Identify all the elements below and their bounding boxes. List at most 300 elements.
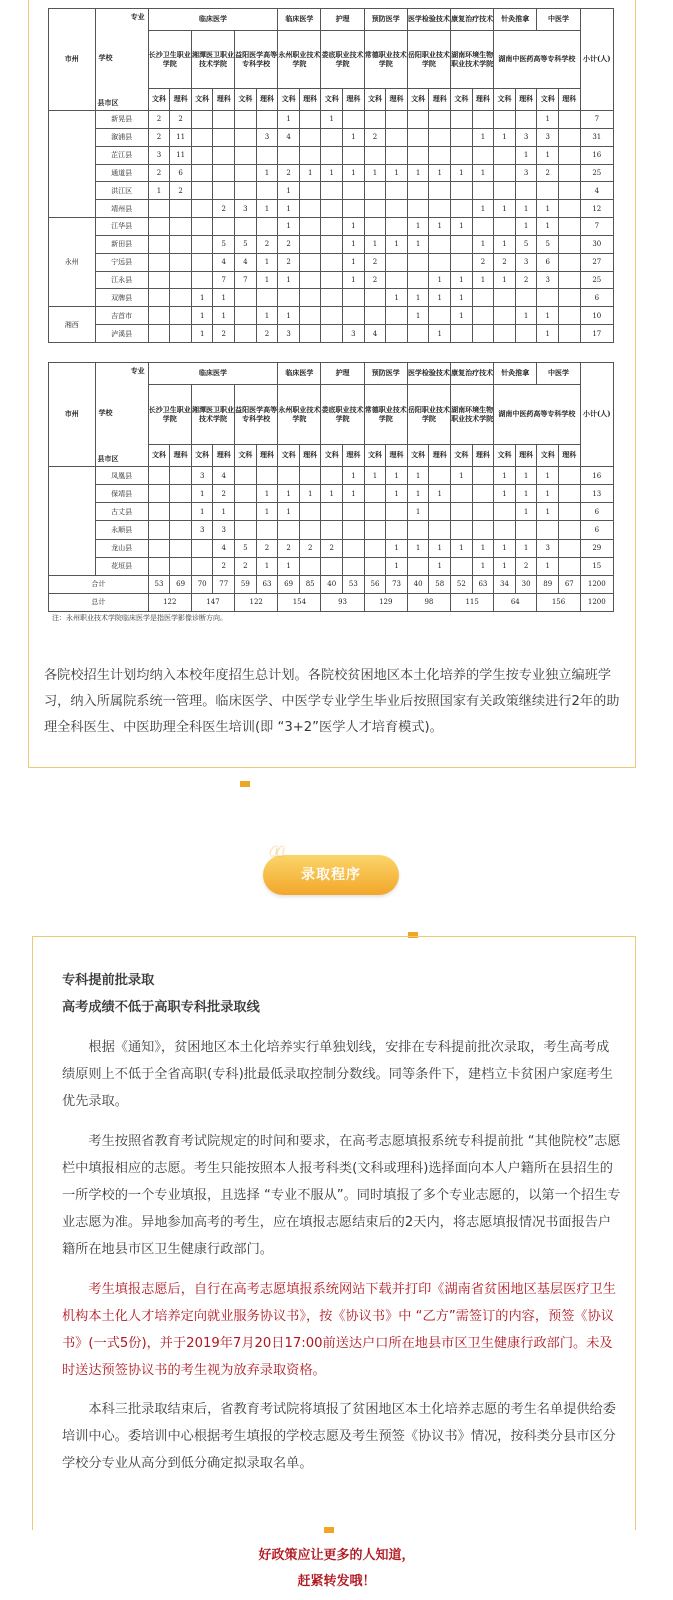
header-arts: 文科 (191, 89, 213, 111)
quota-cell: 2 (148, 164, 170, 182)
quota-cell (256, 146, 278, 164)
quota-cell (559, 467, 581, 485)
quota-cell: 5 (235, 235, 257, 253)
section-badge-admission: 录取程序 (263, 855, 399, 895)
quota-cell: 1 (407, 218, 429, 236)
district-name: 龙山县 (95, 539, 148, 557)
quota-cell: 1 (451, 307, 473, 325)
enrollment-table-1 (48, 8, 614, 343)
quota-cell (235, 182, 257, 200)
quota-cell (494, 521, 516, 539)
quota-cell (407, 128, 429, 146)
quota-cell: 1 (343, 485, 365, 503)
total-cell: 85 (299, 575, 321, 593)
row-subtotal: 16 (580, 467, 613, 485)
quota-cell: 1 (386, 289, 408, 307)
quota-cell (213, 218, 235, 236)
quota-cell (386, 182, 408, 200)
heading-score-line: 高考成绩不低于高职专科批录取线 (62, 1000, 260, 1015)
table-row (49, 164, 614, 182)
district-name: 新晃县 (95, 111, 148, 129)
quota-cell: 5 (235, 539, 257, 557)
quota-cell (235, 521, 257, 539)
quota-cell (299, 289, 321, 307)
quota-cell (429, 146, 451, 164)
quota-cell: 1 (429, 539, 451, 557)
quota-cell: 2 (278, 253, 300, 271)
header-arts: 文科 (537, 89, 559, 111)
quota-cell (299, 146, 321, 164)
quota-cell: 3 (537, 128, 559, 146)
school-header: 长沙卫生职业学院 (148, 31, 191, 89)
quota-cell: 1 (386, 164, 408, 182)
quota-cell (407, 325, 429, 343)
sum-cell: 122 (148, 593, 191, 611)
quota-cell: 1 (191, 325, 213, 343)
total-cell: 59 (235, 575, 257, 593)
quota-cell (559, 200, 581, 218)
header-arts: 文科 (278, 445, 300, 467)
quota-cell (321, 557, 343, 575)
quota-cell (386, 128, 408, 146)
total-cell: 63 (472, 575, 494, 593)
quota-cell (256, 182, 278, 200)
quota-cell: 2 (213, 557, 235, 575)
quota-cell (537, 521, 559, 539)
quota-cell: 3 (515, 128, 537, 146)
major-header: 医学检验技术 (407, 363, 450, 385)
quota-cell (170, 235, 192, 253)
quota-cell: 2 (537, 164, 559, 182)
quota-cell (278, 146, 300, 164)
sum-row (49, 593, 614, 611)
quota-cell (559, 182, 581, 200)
quota-cell: 1 (256, 164, 278, 182)
quota-cell (148, 235, 170, 253)
quota-cell (321, 235, 343, 253)
quota-cell (472, 111, 494, 129)
row-subtotal: 4 (580, 182, 613, 200)
quota-cell (494, 218, 516, 236)
school-header: 湖南中医药高等专科学校 (494, 385, 580, 445)
quota-cell: 2 (494, 253, 516, 271)
quota-cell (299, 467, 321, 485)
quota-cell: 1 (343, 253, 365, 271)
table-row (49, 235, 614, 253)
row-subtotal: 13 (580, 485, 613, 503)
quota-cell: 5 (537, 235, 559, 253)
quota-cell: 2 (278, 539, 300, 557)
header-arts: 文科 (364, 89, 386, 111)
quota-cell (343, 307, 365, 325)
district-name: 靖州县 (95, 200, 148, 218)
quota-cell: 1 (494, 128, 516, 146)
quota-cell (321, 503, 343, 521)
quota-cell (559, 307, 581, 325)
header-arts: 文科 (494, 89, 516, 111)
quota-cell (494, 307, 516, 325)
header-science: 理科 (472, 445, 494, 467)
quota-cell (515, 289, 537, 307)
table-row (49, 128, 614, 146)
quota-cell (343, 521, 365, 539)
quota-cell: 1 (515, 539, 537, 557)
total-cell: 34 (494, 575, 516, 593)
quota-cell (364, 521, 386, 539)
header-science: 理科 (429, 445, 451, 467)
quota-cell: 2 (364, 271, 386, 289)
quota-cell: 1 (451, 218, 473, 236)
header-arts: 文科 (321, 89, 343, 111)
header-arts: 文科 (191, 445, 213, 467)
quota-cell: 2 (278, 164, 300, 182)
header-science: 理科 (299, 89, 321, 111)
total-cell: 73 (386, 575, 408, 593)
total-cell: 89 (537, 575, 559, 593)
header-science: 理科 (515, 445, 537, 467)
quota-cell: 1 (494, 485, 516, 503)
quota-cell: 1 (537, 200, 559, 218)
table-row (49, 539, 614, 557)
quota-cell (170, 539, 192, 557)
quota-cell (235, 111, 257, 129)
quota-cell: 1 (537, 485, 559, 503)
quota-cell (559, 557, 581, 575)
quota-cell (256, 521, 278, 539)
quota-cell (191, 253, 213, 271)
heading-early-batch: 专科提前批录取 (62, 973, 155, 988)
major-header: 康复治疗技术 (451, 9, 494, 31)
header-city: 市州 (49, 363, 96, 467)
quota-cell (148, 325, 170, 343)
quota-cell: 2 (472, 253, 494, 271)
quota-cell: 4 (364, 325, 386, 343)
quota-cell: 1 (515, 218, 537, 236)
sum-cell: 154 (278, 593, 321, 611)
quota-cell (364, 485, 386, 503)
quota-cell: 3 (515, 253, 537, 271)
quota-cell (559, 325, 581, 343)
quota-cell (429, 253, 451, 271)
quota-cell: 2 (213, 325, 235, 343)
quota-cell: 1 (429, 218, 451, 236)
quota-cell (148, 253, 170, 271)
header-subtotal: 小计(人) (580, 9, 613, 111)
quota-cell (407, 200, 429, 218)
quota-cell (494, 182, 516, 200)
header-science: 理科 (170, 89, 192, 111)
quota-cell: 1 (191, 485, 213, 503)
quota-cell: 3 (213, 521, 235, 539)
quota-cell (472, 146, 494, 164)
quota-cell: 3 (235, 200, 257, 218)
quota-cell: 1 (278, 307, 300, 325)
quota-cell (559, 164, 581, 182)
quota-cell (386, 271, 408, 289)
quota-cell: 2 (278, 235, 300, 253)
quota-cell: 2 (256, 539, 278, 557)
district-name: 双牌县 (95, 289, 148, 307)
quota-cell: 1 (256, 503, 278, 521)
quota-cell (299, 182, 321, 200)
district-name: 凤凰县 (95, 467, 148, 485)
quota-cell (256, 218, 278, 236)
row-subtotal: 6 (580, 521, 613, 539)
table-row (49, 200, 614, 218)
quota-cell: 3 (537, 271, 559, 289)
quota-cell (494, 146, 516, 164)
quota-cell (256, 111, 278, 129)
quota-cell: 1 (472, 557, 494, 575)
quota-cell (148, 557, 170, 575)
quota-cell (451, 200, 473, 218)
table-row (49, 557, 614, 575)
quota-cell: 3 (343, 325, 365, 343)
quota-cell (170, 289, 192, 307)
quota-cell: 2 (299, 539, 321, 557)
quota-cell (299, 253, 321, 271)
quota-cell (407, 182, 429, 200)
header-science: 理科 (213, 89, 235, 111)
header-arts: 文科 (451, 89, 473, 111)
school-header: 湘潭医卫职业技术学院 (191, 385, 234, 445)
quota-cell: 1 (515, 503, 537, 521)
total-cell: 69 (170, 575, 192, 593)
quota-cell: 1 (386, 539, 408, 557)
quota-cell (386, 146, 408, 164)
city-name (49, 467, 96, 576)
district-name: 通道县 (95, 164, 148, 182)
quota-cell (148, 271, 170, 289)
quota-cell (321, 200, 343, 218)
quota-cell (451, 253, 473, 271)
school-header: 常德职业技术学院 (364, 385, 407, 445)
quota-cell (472, 485, 494, 503)
quota-cell (170, 557, 192, 575)
quota-cell: 1 (386, 485, 408, 503)
quota-cell (559, 521, 581, 539)
quota-cell (321, 253, 343, 271)
total-cell: 53 (343, 575, 365, 593)
quota-cell (559, 539, 581, 557)
quota-cell: 1 (451, 289, 473, 307)
quota-cell: 1 (278, 200, 300, 218)
quota-cell (191, 557, 213, 575)
header-arts: 文科 (494, 445, 516, 467)
footer-line-1: 好政策应让更多的人知道， (258, 1548, 415, 1563)
quota-cell: 1 (278, 218, 300, 236)
quota-cell: 1 (494, 271, 516, 289)
school-header: 益阳医学高等专科学校 (235, 31, 278, 89)
quota-cell (343, 539, 365, 557)
quota-cell: 1 (256, 253, 278, 271)
quota-cell: 1 (494, 539, 516, 557)
quota-cell (235, 289, 257, 307)
quota-cell (364, 111, 386, 129)
quota-cell: 1 (515, 467, 537, 485)
table-row (49, 146, 614, 164)
quota-cell (213, 164, 235, 182)
quota-cell: 1 (256, 307, 278, 325)
quota-cell (299, 557, 321, 575)
quota-cell: 1 (515, 485, 537, 503)
quota-cell (170, 253, 192, 271)
quota-cell: 11 (170, 146, 192, 164)
total-cell: 63 (256, 575, 278, 593)
quota-cell (407, 111, 429, 129)
quota-cell (321, 182, 343, 200)
quota-cell (386, 521, 408, 539)
quota-cell (148, 200, 170, 218)
quota-cell (451, 325, 473, 343)
quota-cell (494, 325, 516, 343)
quota-cell (299, 128, 321, 146)
quota-cell: 1 (191, 503, 213, 521)
quota-cell (299, 218, 321, 236)
quota-cell: 3 (278, 325, 300, 343)
row-subtotal: 29 (580, 539, 613, 557)
quota-cell: 1 (343, 164, 365, 182)
quota-cell (386, 218, 408, 236)
quota-cell (148, 218, 170, 236)
total-row (49, 575, 614, 593)
sum-cell: 64 (494, 593, 537, 611)
quota-cell (407, 253, 429, 271)
quota-cell: 1 (515, 307, 537, 325)
quota-cell: 1 (386, 557, 408, 575)
table-row (49, 485, 614, 503)
major-header: 预防医学 (364, 363, 407, 385)
quota-cell: 2 (515, 271, 537, 289)
divider-dot (240, 781, 250, 787)
major-header: 临床医学 (278, 363, 321, 385)
quota-cell (170, 503, 192, 521)
quota-cell (191, 111, 213, 129)
header-arts: 文科 (407, 89, 429, 111)
district-name: 永顺县 (95, 521, 148, 539)
quota-cell: 1 (256, 200, 278, 218)
total-cell: 53 (148, 575, 170, 593)
header-science: 理科 (256, 445, 278, 467)
quota-cell (429, 467, 451, 485)
table-row (49, 218, 614, 236)
major-header: 预防医学 (364, 9, 407, 31)
quota-cell (429, 503, 451, 521)
district-name: 江永县 (95, 271, 148, 289)
quota-cell (559, 503, 581, 521)
quota-cell: 1 (364, 164, 386, 182)
quota-cell (559, 128, 581, 146)
quota-cell: 11 (170, 128, 192, 146)
header-arts: 文科 (364, 445, 386, 467)
table-row (49, 253, 614, 271)
quota-cell (386, 253, 408, 271)
quota-cell: 1 (213, 503, 235, 521)
quota-cell (407, 271, 429, 289)
quota-cell: 1 (343, 467, 365, 485)
quota-cell (191, 182, 213, 200)
quota-cell (191, 218, 213, 236)
quota-cell: 1 (278, 485, 300, 503)
header-arts: 文科 (537, 445, 559, 467)
quota-cell: 3 (537, 539, 559, 557)
quota-cell (256, 467, 278, 485)
quota-cell (559, 235, 581, 253)
quota-cell: 1 (429, 485, 451, 503)
header-arts: 文科 (407, 445, 429, 467)
quota-cell: 1 (299, 485, 321, 503)
quota-cell (364, 503, 386, 521)
header-district: 县市区 (97, 453, 119, 463)
enrollment-table-2 (48, 362, 614, 612)
quota-cell: 5 (213, 235, 235, 253)
major-header: 中医学 (537, 9, 580, 31)
district-name: 宁远县 (95, 253, 148, 271)
quota-cell: 2 (170, 111, 192, 129)
quota-cell (148, 539, 170, 557)
quota-cell (299, 503, 321, 521)
quota-cell (451, 111, 473, 129)
quota-cell (429, 521, 451, 539)
quota-cell (170, 271, 192, 289)
quota-cell: 1 (429, 164, 451, 182)
quota-cell: 1 (278, 182, 300, 200)
quota-cell (170, 307, 192, 325)
total-cell: 77 (213, 575, 235, 593)
quota-cell (515, 111, 537, 129)
quota-cell: 1 (321, 164, 343, 182)
quota-cell (148, 503, 170, 521)
district-name: 保靖县 (95, 485, 148, 503)
table-row (49, 271, 614, 289)
quota-cell (191, 235, 213, 253)
major-clinical: 临床医学 (148, 363, 278, 385)
header-science: 理科 (343, 89, 365, 111)
quota-cell: 4 (213, 539, 235, 557)
row-subtotal: 7 (580, 218, 613, 236)
quota-cell (364, 557, 386, 575)
quota-cell (343, 111, 365, 129)
quota-cell (364, 539, 386, 557)
quota-cell: 1 (364, 467, 386, 485)
header-district: 县市区 (97, 97, 119, 107)
major-header: 中医学 (537, 363, 580, 385)
school-header: 湖南中医药高等专科学校 (494, 31, 580, 89)
quota-cell: 2 (256, 235, 278, 253)
quota-cell (278, 467, 300, 485)
quota-cell (343, 182, 365, 200)
row-subtotal: 10 (580, 307, 613, 325)
quota-cell: 2 (235, 557, 257, 575)
quota-cell (451, 521, 473, 539)
quota-cell (148, 307, 170, 325)
quota-cell (386, 111, 408, 129)
quota-cell: 1 (494, 235, 516, 253)
quota-cell (386, 325, 408, 343)
quota-cell (148, 467, 170, 485)
table-row (49, 111, 614, 129)
quota-cell (299, 235, 321, 253)
quota-cell (191, 164, 213, 182)
quota-cell: 1 (407, 235, 429, 253)
quota-cell: 1 (537, 557, 559, 575)
quota-cell (386, 200, 408, 218)
quota-cell: 1 (472, 539, 494, 557)
quota-cell (494, 164, 516, 182)
major-header: 针灸推拿 (494, 363, 537, 385)
quota-cell: 1 (429, 271, 451, 289)
quota-cell: 2 (321, 539, 343, 557)
